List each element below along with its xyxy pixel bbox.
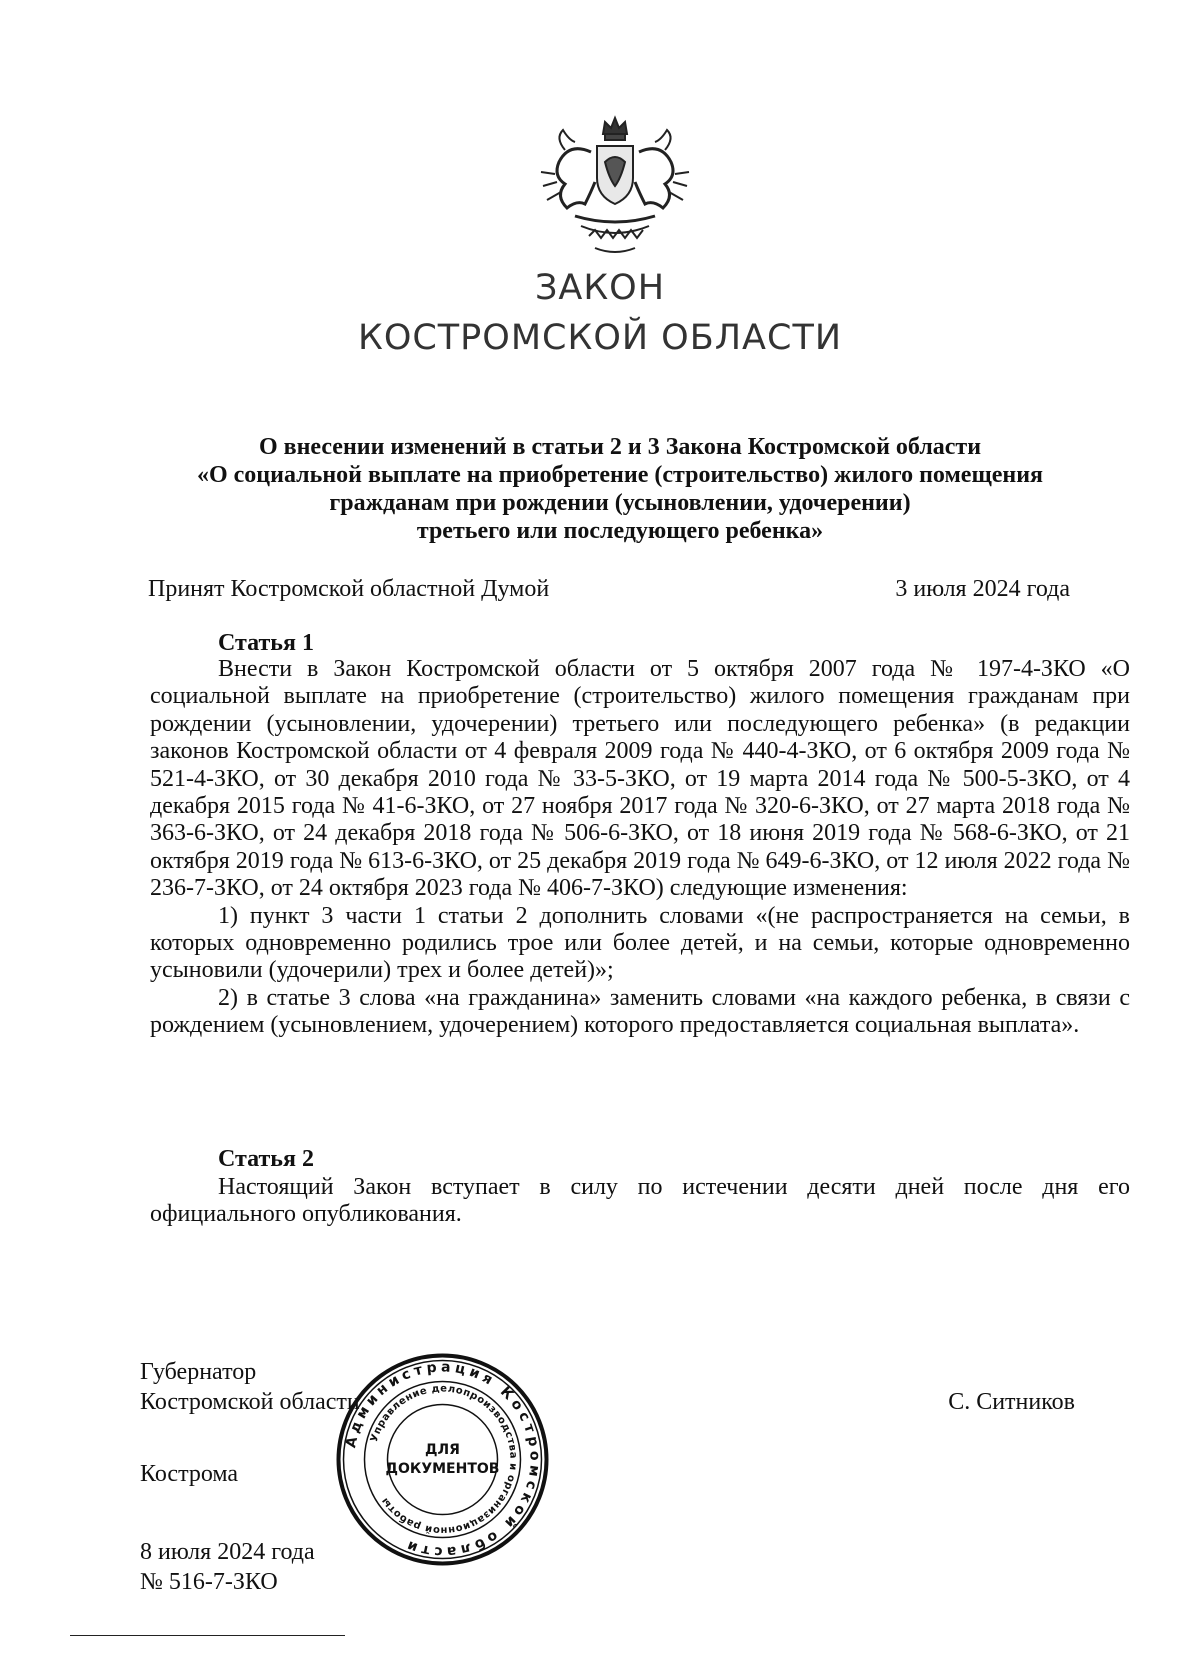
article-1-item-2: 2) в статье 3 слова «на гражданина» заменить словами «на каждого ребенка, в связи с рождением (усыновлением, удочерением) которого предоставляется социальная выплата». [150, 984, 1130, 1039]
law-number: № 516-7-ЗКО [140, 1569, 278, 1595]
stamp-center-line1: ДЛЯ [425, 1442, 460, 1458]
governor-position: Губернатор [140, 1359, 257, 1385]
adoption-date: 3 июля 2024 года [895, 576, 1070, 602]
region-title: КОСТРОМСКОЙ ОБЛАСТИ [357, 318, 843, 358]
signing-city: Кострома [140, 1461, 239, 1487]
article-2-body [150, 1174, 1130, 1229]
official-stamp [335, 1352, 550, 1567]
law-title: ЗАКОН [534, 268, 666, 308]
coat-of-arms-emblem [525, 112, 705, 262]
svg-text:Управление делопроизводства и [369, 1383, 519, 1535]
article-2-text: Настоящий Закон вступает в силу по истечении десяти дней после дня его официального опубликования. [150, 1174, 1130, 1228]
stamp-outer-text: Администрация Костромской области [343, 1359, 543, 1560]
document-heading [120, 433, 1120, 545]
article-1-item-1: 1) пункт 3 части 1 статьи 2 дополнить словами «(не распространяется на семьи, в которых одновременно родились трое или более детей, и на семьи, которые одновременно усыновили (удочерили) трех и более детей)»; [150, 902, 1130, 984]
article-2-title: Статья 2 [218, 1146, 314, 1172]
article-1-title: Статья 1 [218, 630, 314, 656]
heading-line: третьего или последующего ребенка» [416, 518, 824, 544]
heading-line: О внесении изменений в статьи 2 и 3 Закона Костромской области [258, 434, 982, 460]
governor-name: С. Ситников [948, 1389, 1075, 1415]
stamp-inner-text: Управление делопроизводства и организационной работы [368, 1383, 519, 1536]
heading-line: «О социальной выплате на приобретение (строительство) жилого помещения [196, 462, 1044, 488]
heading-line: гражданам при рождении (усыновлении, удочерении) [329, 490, 911, 516]
article-1-body [150, 656, 1130, 1040]
governor-region: Костромской области [140, 1389, 360, 1415]
signing-date: 8 июля 2024 года [140, 1539, 315, 1565]
article-1-intro: Внести в Закон Костромской области от 5 октября 2007 года № 197-4-ЗКО «О социальной выплате на приобретение (строительство) жилого помещения гражданам при рождении (усыновлении, удочерении) третьего или последующего ребенка» (в редакции законов Костромской области от 4 февраля 2009 года № 440-4-ЗКО, от 6 октября 2009 года № 521-4-ЗКО, от 30 декабря 2010 года № 33-5-ЗКО, от 19 марта 2014 года № 500-5-ЗКО, от 4 декабря 2015 года № 41-6-ЗКО, от 27 ноября 2017 года № 320-6-ЗКО, от 27 марта 2018 года № 363-6-ЗКО, от 24 декабря 2018 года № 506-6-ЗКО, от 18 июня 2019 года № 568-6-ЗКО, от 21 октября 2019 года № 613-6-ЗКО, от 25 декабря 2019 года № 649-6-ЗКО, от 12 июля 2022 года № 236-7-ЗКО, от 24 октября 2023 года № 406-7-ЗКО) следующие изменения: [150, 656, 1130, 902]
adopted-by: Принят Костромской областной Думой [148, 576, 550, 602]
stamp-center-line2: ДОКУМЕНТОВ [385, 1461, 500, 1477]
footnote-rule [70, 1635, 345, 1636]
